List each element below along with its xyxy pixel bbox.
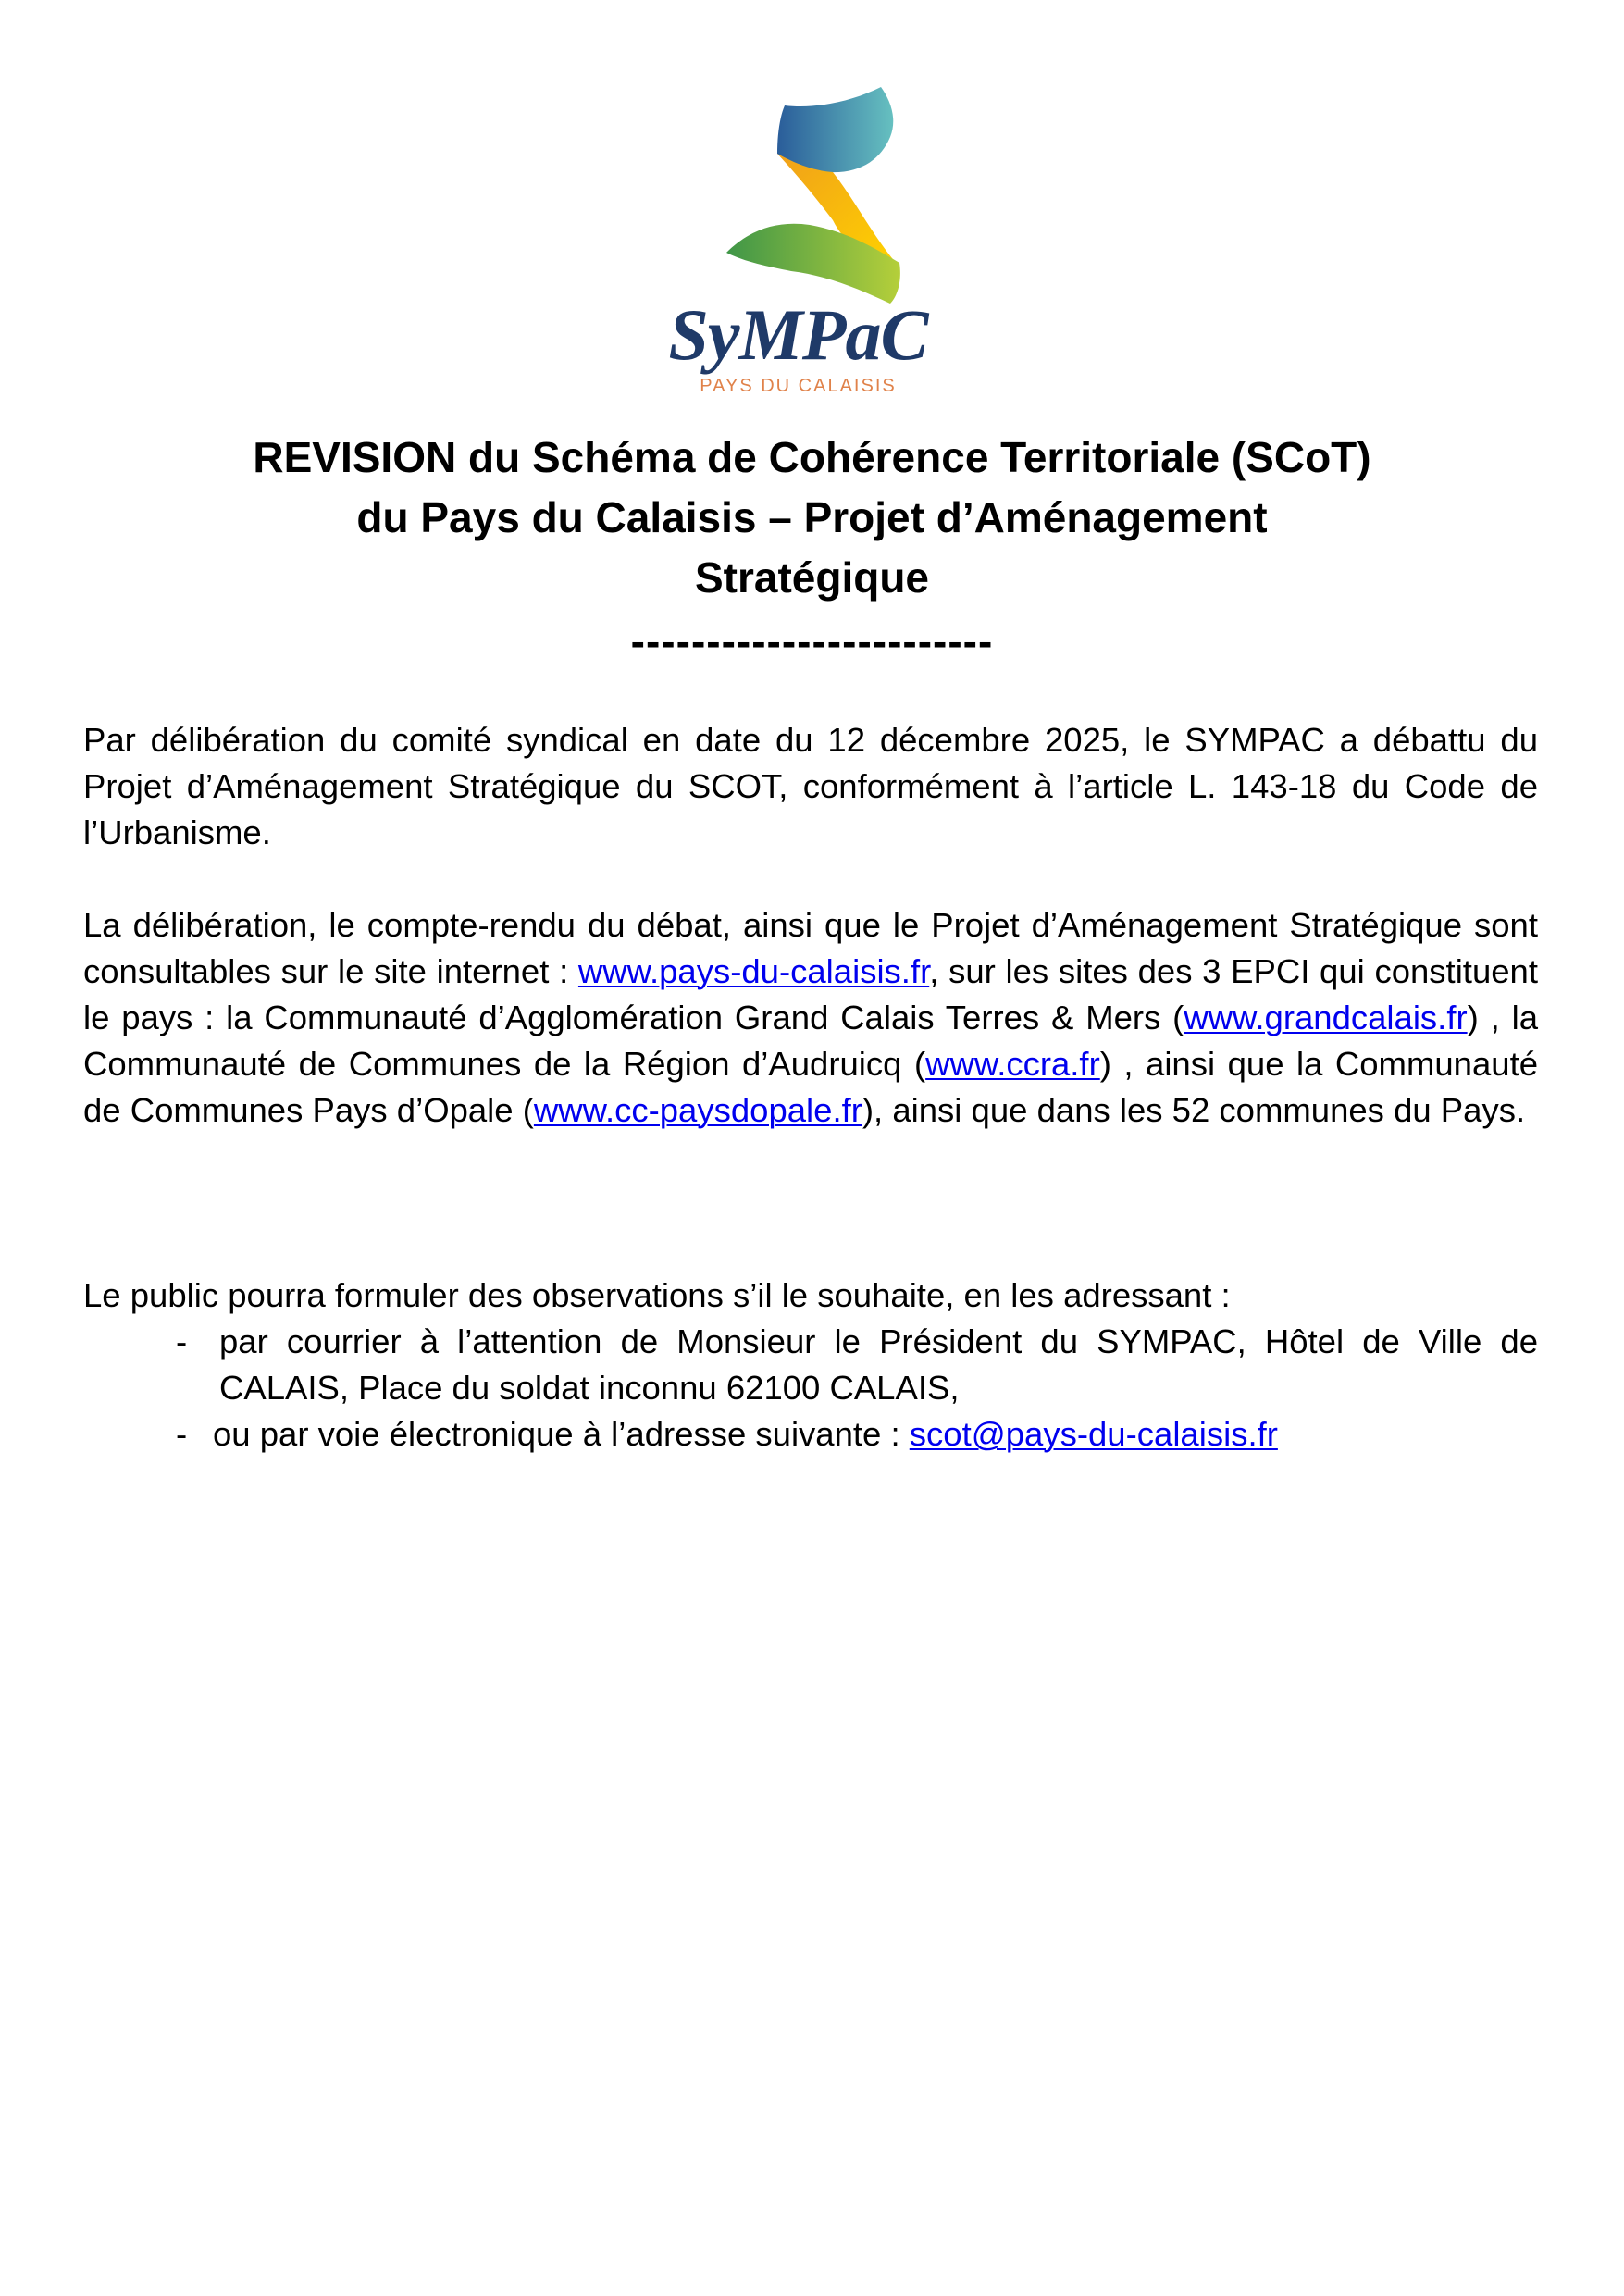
text-segment: ) , la Communauté de Communes de la Région d’Audruicq ( <box>83 999 1538 1083</box>
text-segment: , sur les sites des 3 EPCI qui constituent le pays : la Communauté d’Agglomération Grand Calais Terres & Mers ( <box>83 952 1538 1036</box>
logo-subtitle: PAYS DU CALAISIS <box>700 376 897 396</box>
observation-methods-list <box>83 1319 1538 1458</box>
list-item-postal <box>83 1319 1538 1411</box>
list-item-email <box>83 1411 1538 1458</box>
text-segment: ), ainsi que dans les 52 communes du Pays. <box>862 1091 1526 1129</box>
ribbon-logo-icon <box>638 81 958 304</box>
list-item-text: par courrier à l’attention de Monsieur le Président du SYMPAC, Hôtel de Ville de CALAIS, Place du soldat inconnu 62100 CALAIS, <box>219 1322 1538 1407</box>
link-pays-du-calaisis[interactable]: www.pays-du-calaisis.fr <box>577 952 930 990</box>
list-bullet: - <box>176 1415 188 1453</box>
title-line-1: REVISION du Schéma de Cohérence Territoriale (SCoT) <box>253 433 1371 481</box>
document-title <box>83 428 1541 608</box>
list-item-text: ou par voie électronique à l’adresse suivante : <box>213 1415 910 1453</box>
paragraph-consultation <box>83 902 1538 1134</box>
paragraph-observations-intro: Le public pourra formuler des observations s’il le souhaite, en les adressant : <box>83 1276 1231 1314</box>
list-bullet: - <box>176 1322 188 1360</box>
link-ccra[interactable]: www.ccra.fr <box>925 1045 1100 1083</box>
sympac-logo <box>638 81 958 401</box>
link-cc-paysdopale[interactable]: www.cc-paysdopale.fr <box>533 1091 862 1129</box>
text-segment: ) , ainsi que la Communauté de Communes Pays d’Opale ( <box>83 1045 1539 1129</box>
link-grandcalais[interactable]: www.grandcalais.fr <box>1184 999 1468 1036</box>
text-segment: La délibération, le compte-rendu du débat, ainsi que le Projet d’Aménagement Stratégique sont consultables sur le site internet : <box>83 906 1538 990</box>
paragraph-deliberation: Par délibération du comité syndical en date du 12 décembre 2025, le SYMPAC a débattu du Projet d’Aménagement Stratégique du SCOT, conformément à l’article L. 143-18 du Code de l’Urbanisme. <box>83 721 1538 851</box>
logo-wordmark: SyMPaC <box>668 294 928 375</box>
title-separator: ------------------------ <box>630 617 994 665</box>
email-link-scot[interactable]: scot@pays-du-calaisis.fr <box>909 1415 1278 1453</box>
title-line-3: Stratégique <box>694 553 930 602</box>
title-line-2: du Pays du Calaisis – Projet d’Aménagement <box>356 493 1268 541</box>
